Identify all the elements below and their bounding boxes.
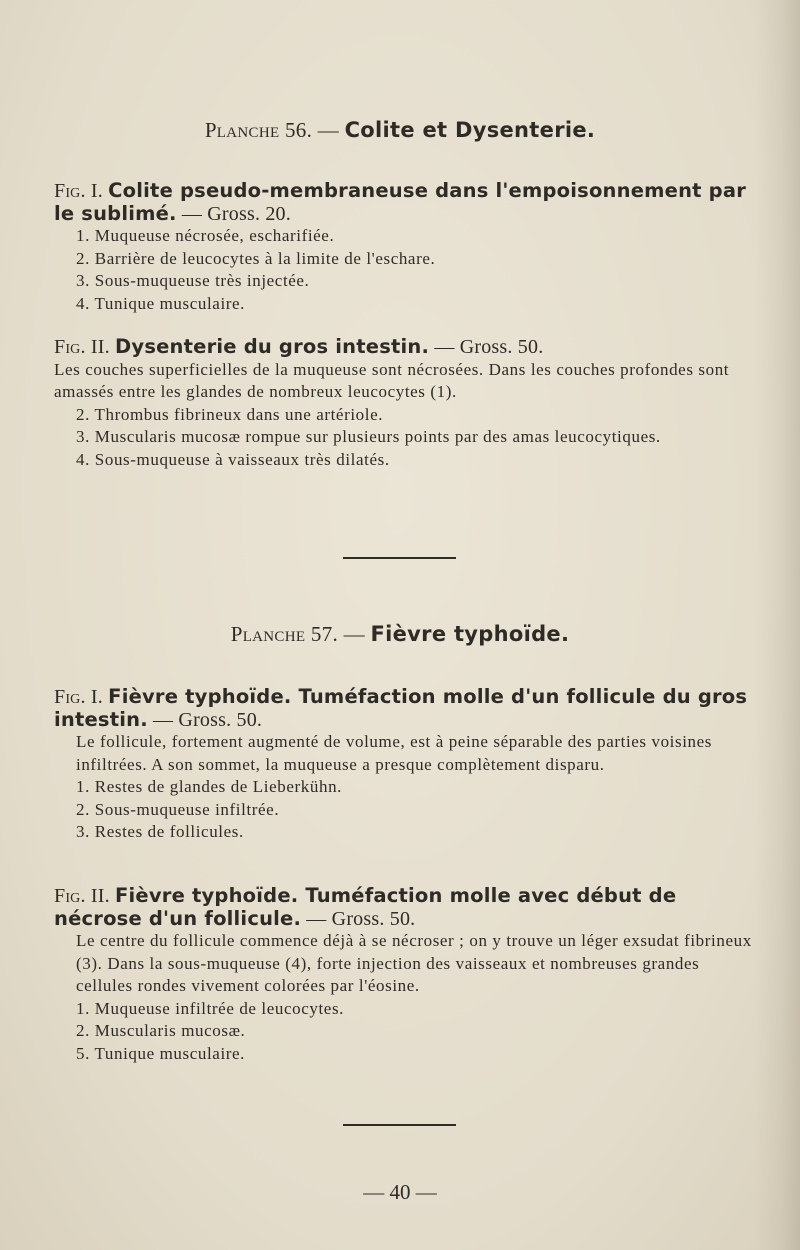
- plate-56-number: 56.: [284, 118, 313, 142]
- figure-label: Fig. II.: [54, 885, 110, 907]
- figure-magnification: — Gross. 50.: [306, 907, 416, 930]
- figure-description: Les couches superficielles de la muqueuse sont nécrosées. Dans les couches profondes sont amassés entre les glandes de nombreux leucocytes (1).: [54, 359, 730, 401]
- legend-item: 3. Sous-muqueuse très injectée.: [76, 271, 310, 290]
- page-number: — 40 —: [363, 1180, 437, 1204]
- legend-item: 3. Restes de follicules.: [76, 822, 244, 841]
- figure-title: Fièvre typhoïde. Tuméfaction molle d'un follicule du gros intestin.: [54, 685, 748, 731]
- legend-item: 1. Muqueuse nécrosée, escharifiée.: [76, 226, 335, 245]
- figure-heading: [54, 180, 754, 225]
- figure-heading: [54, 336, 754, 359]
- legend-item: 2. Thrombus fibrineux dans une artériole.: [76, 404, 384, 424]
- legend-item: 1. Restes de glandes de Lieberkühn.: [76, 777, 343, 796]
- plate-57-heading: Fièvre typhoïde.: [370, 622, 570, 646]
- section-divider: [343, 1124, 456, 1126]
- figure-description: Le follicule, fortement augmenté de volume, est à peine séparable des parties voisines infiltrées. A son sommet, la muqueuse a presque complètement disparu.: [76, 732, 712, 774]
- legend-item: 4. Sous-muqueuse à vaisseaux très dilatés.: [76, 449, 390, 469]
- plate-57-dash: —: [343, 622, 365, 646]
- figure-label: Fig. I.: [54, 686, 103, 708]
- figure-magnification: — Gross. 50.: [434, 336, 544, 358]
- plate-56-fig-1: [54, 180, 754, 315]
- plate-57-fig-1: [54, 686, 754, 844]
- plate-57-fig-2: [54, 885, 754, 1065]
- legend-item: 4. Tunique musculaire.: [76, 293, 246, 313]
- plate-57-title: [0, 622, 800, 647]
- figure-label: Fig. I.: [54, 180, 103, 202]
- plate-56-fig-2: [54, 336, 754, 471]
- figure-description: Le centre du follicule commence déjà à se nécroser ; on y trouve un léger exsudat fibrineux (3). Dans la sous-muqueuse (4), forte injection des vaisseaux et nombreuses grandes cellules rondes vivement colorées par l'éosine.: [76, 931, 752, 995]
- plate-57-number: 57.: [310, 622, 339, 646]
- plate-57-prefix: Planche: [230, 622, 306, 646]
- figure-title: Dysenterie du gros intestin.: [115, 335, 430, 358]
- plate-56-dash: —: [317, 118, 340, 142]
- legend-item: 2. Sous-muqueuse infiltrée.: [76, 799, 280, 819]
- plate-56-heading: Colite et Dysenterie.: [344, 118, 596, 142]
- figure-magnification: — Gross. 20.: [181, 202, 291, 225]
- figure-label: Fig. II.: [54, 336, 110, 358]
- figure-heading: [54, 686, 754, 731]
- legend-item: 3. Muscularis mucosæ rompue sur plusieurs points par des amas leucocytiques.: [76, 427, 661, 446]
- figure-title: Fièvre typhoïde. Tuméfaction molle avec début de nécrose d'un follicule.: [54, 884, 677, 930]
- section-divider: [343, 557, 456, 559]
- legend-item: 5. Tunique musculaire.: [76, 1043, 246, 1063]
- legend-item: 2. Muscularis mucosæ.: [76, 1021, 246, 1040]
- plate-56-title: [0, 118, 800, 143]
- plate-56-prefix: Planche: [204, 118, 280, 142]
- legend-item: 2. Barrière de leucocytes à la limite de l'eschare.: [76, 248, 436, 268]
- figure-magnification: — Gross. 50.: [153, 708, 263, 731]
- figure-heading: [54, 885, 754, 930]
- legend-item: 1. Muqueuse infiltrée de leucocytes.: [76, 998, 345, 1018]
- figure-title: Colite pseudo-membraneuse dans l'empoisonnement par le sublimé.: [54, 179, 747, 225]
